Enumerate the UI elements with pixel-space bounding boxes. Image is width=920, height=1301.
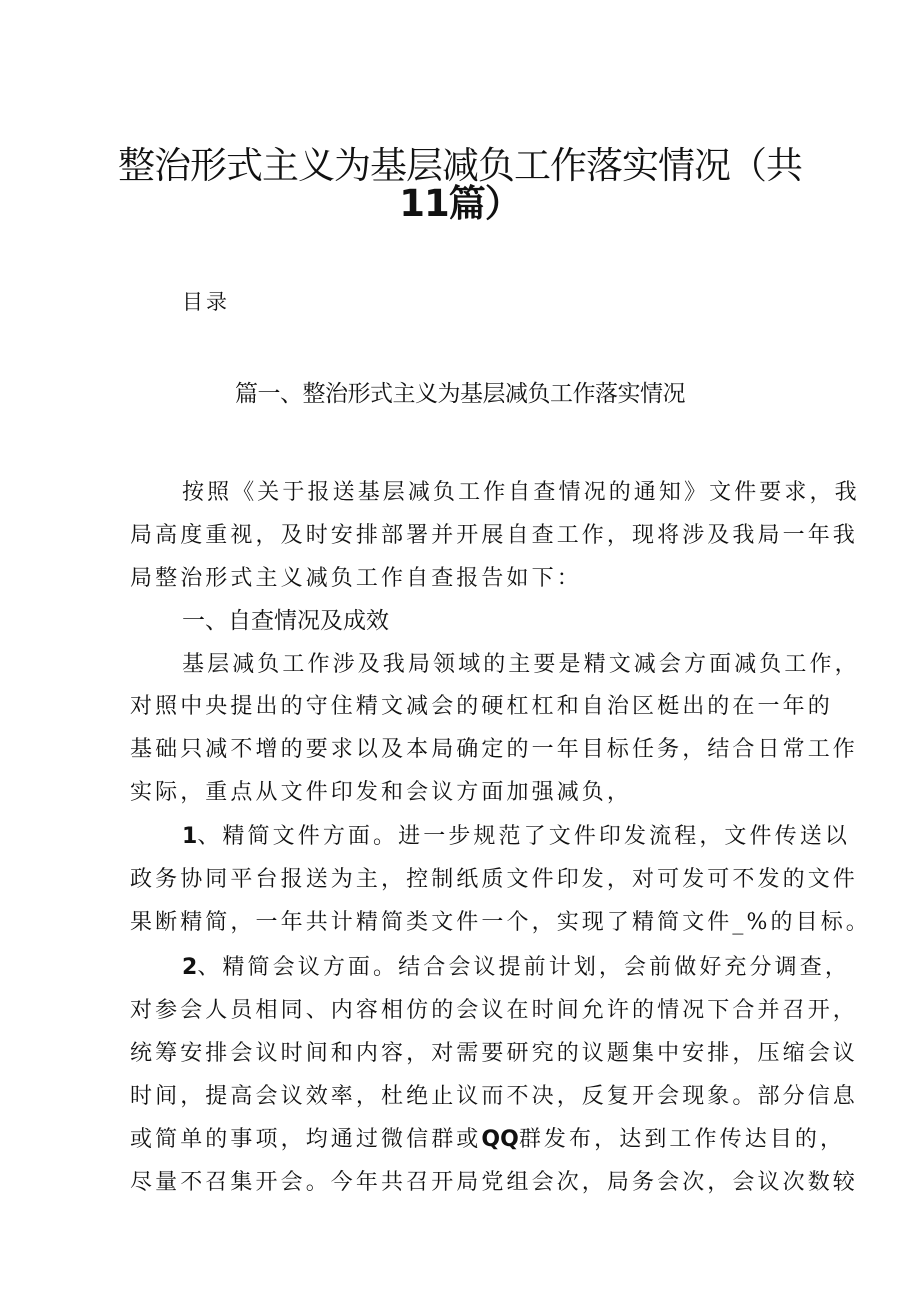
- item2-line-5-qq: QQ: [481, 1127, 519, 1152]
- item1-text: 、精简文件方面。进一步规范了文件印发流程，文件传送以: [197, 824, 850, 849]
- intro-line-3: 局整治形式主义减负工作自查报告如下：: [130, 566, 582, 591]
- toc-label: 目录: [182, 290, 230, 314]
- p1-line-3: 基础只减不增的要求以及本局确定的一年目标任务，结合日常工作: [130, 737, 858, 762]
- intro-line-1: 按照《关于报送基层减负工作自查情况的通知》文件要求，我: [182, 480, 860, 505]
- item1-number: 1: [182, 824, 198, 849]
- item2-line-4: 时间，提高会议效率，杜绝止议而不决，反复开会现象。部分信息: [130, 1084, 858, 1109]
- document-title-line-1: 整治形式主义为基层减负工作落实情况（共: [118, 144, 802, 187]
- chapter-title: 篇一、整治形式主义为基层减负工作落实情况: [235, 381, 685, 407]
- item1-line-3: 果断精简，一年共计精简类文件一个，实现了精简文件_%的目标。: [130, 910, 871, 935]
- item2-number: 2: [182, 955, 198, 980]
- item2-line-5-a: 或简单的事项，均通过微信群或: [130, 1127, 482, 1152]
- item2-line-6: 尽量不召集开会。今年共召开局党组会次，局务会次，会议次数较: [130, 1170, 858, 1195]
- item2-line-5-b: 群发布，达到工作传达目的，: [518, 1127, 846, 1152]
- item2-line-5: [130, 1125, 845, 1155]
- p1-line-4: 实际，重点从文件印发和会议方面加强减负，: [130, 780, 633, 805]
- item1-line-2: 政务协同平台报送为主，控制纸质文件印发，对可发可不发的文件: [130, 867, 858, 892]
- item2-line-2: 对参会人员相同、内容相仿的会议在时间允许的情况下合并召开，: [130, 998, 858, 1023]
- p1-line-1: 基层减负工作涉及我局领域的主要是精文减会方面减负工作，: [182, 652, 860, 677]
- item2-line-1: [182, 953, 850, 983]
- p1-line-2: 对照中央提出的守住精文减会的硬杠杠和自治区梃出的在一年的: [130, 694, 833, 719]
- item2-text: 、精简会议方面。结合会议提前计划，会前做好充分调查，: [197, 955, 850, 980]
- item2-line-3: 统筹安排会议时间和内容，对需要研究的议题集中安排，压缩会议: [130, 1041, 858, 1066]
- document-title-line-2: 11篇）: [399, 182, 521, 225]
- item1-line-1: [182, 822, 850, 852]
- section-heading-1: 一、自查情况及成效: [182, 608, 389, 634]
- intro-line-2: 局高度重视，及时安排部署并开展自查工作，现将涉及我局一年我: [130, 523, 858, 548]
